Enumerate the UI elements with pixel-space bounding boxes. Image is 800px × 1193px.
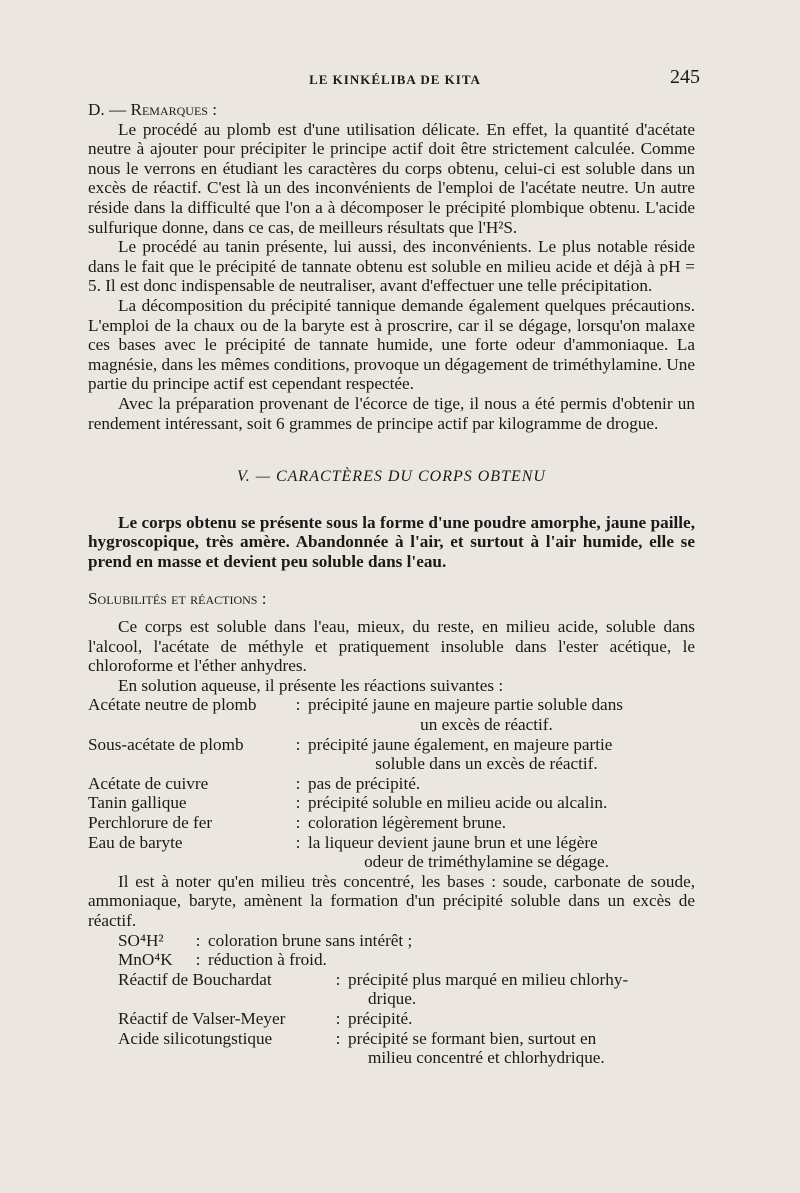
section-v-paragraph: Le corps obtenu se présente sous la forme d'une poudre amorphe, jaune paille, hygroscopique, très amère. Abandonnée à l'air, et surtout à l'air humide, elle se prend en masse et devient peu soluble dans l'eau.	[88, 512, 695, 571]
reaction-result-cont: drique.	[368, 989, 417, 1009]
page-header	[90, 66, 700, 90]
reagent-name: Acétate neutre de plomb	[88, 695, 257, 715]
reaction-result: précipité soluble en milieu acide ou alcalin.	[308, 793, 608, 813]
reaction-row: Réactif de Valser-Meyer : précipité.	[88, 1009, 695, 1029]
reaction-row: MnO⁴K : réduction à froid.	[88, 950, 695, 970]
reactions-list	[88, 695, 695, 871]
reaction-row: Sous-acétate de plomb : précipité jaune également, en majeure partie soluble dans un excès de réactif.	[88, 735, 695, 774]
reaction-result: précipité jaune également, en majeure partie	[308, 734, 613, 754]
reaction-result: coloration brune sans intérêt ;	[208, 930, 413, 950]
reagent-name: Perchlorure de fer	[88, 813, 213, 832]
reagent-name: Tanin gallique	[88, 793, 187, 813]
section-v-heading: V. — CARACTÈRES DU CORPS OBTENU	[237, 468, 546, 486]
reaction-result: précipité.	[348, 1008, 413, 1028]
reaction-row: SO⁴H² : coloration brune sans intérêt ;	[88, 931, 695, 951]
reaction-result: coloration légèrement brune.	[308, 813, 507, 832]
reaction-result-cont: soluble dans un excès de réactif.	[375, 754, 598, 774]
reaction-row: Acétate de cuivre : pas de précipité.	[88, 774, 695, 794]
reagent-name: Acétate de cuivre	[88, 773, 209, 793]
reaction-result-cont: un excès de réactif.	[420, 715, 553, 735]
reagent-name: Sous-acétate de plomb	[88, 734, 244, 754]
reaction-row: Acide silicotungstique : précipité se formant bien, surtout en milieu concentré et chlorhydrique.	[88, 1029, 695, 1068]
reaction-result: la liqueur devient jaune brun et une légère	[308, 832, 598, 852]
reaction-row: Tanin gallique : précipité soluble en milieu acide ou alcalin.	[88, 793, 695, 813]
remarques-paragraph-2: Le procédé au tanin présente, lui aussi, des inconvénients. Le plus notable réside dans le fait que le précipité de tannate obtenu est soluble en milieu acide et déjà à pH = 5. Il est donc indispensable de neutraliser, avant d'effectuer une telle précipitation.	[88, 237, 695, 296]
reaction-row: Perchlorure de fer : coloration légèrement brune.	[88, 813, 695, 833]
solubilites-paragraph: Ce corps est soluble dans l'eau, mieux, du reste, en milieu acide, soluble dans l'alcool, l'acétate de méthyle et pratiquement insoluble dans l'ester acétique, le chloroforme et l'éther anhydres.	[88, 617, 695, 676]
reaction-result-cont: milieu concentré et chlorhydrique.	[368, 1048, 605, 1068]
reagent-name: Eau de baryte	[88, 832, 183, 852]
reaction-result: précipité se formant bien, surtout en	[348, 1028, 597, 1048]
reagent-name: Réactif de Bouchardat	[118, 969, 272, 989]
reagent-name: SO⁴H²	[118, 930, 164, 950]
reaction-result: réduction à froid.	[208, 950, 327, 970]
reaction-result: précipité jaune en majeure partie soluble dans	[308, 695, 623, 715]
page-number: 245	[670, 66, 700, 88]
reaction-result: précipité plus marqué en milieu chlorhy-	[348, 969, 629, 989]
reagent-name: Réactif de Valser-Meyer	[118, 1008, 286, 1028]
solubilites-intro: En solution aqueuse, il présente les réactions suivantes :	[118, 675, 504, 695]
running-title: LE KINKÉLIBA DE KITA	[309, 72, 481, 87]
remarques-paragraph-4: Avec la préparation provenant de l'écorce de tige, il nous a été permis d'obtenir un rendement intéressant, soit 6 grammes de principe actif par kilogramme de drogue.	[88, 393, 695, 433]
remarques-label: D. — Remarques :	[88, 100, 218, 119]
reagent-name: MnO⁴K	[118, 950, 173, 970]
solubilites-label: Solubilités et réactions :	[88, 589, 267, 609]
reagent-name: Acide silicotungstique	[118, 1028, 273, 1048]
reaction-row: Eau de baryte : la liqueur devient jaune brun et une légère odeur de triméthylamine se dégage.	[88, 833, 695, 872]
reactions-list-2	[88, 931, 695, 1068]
reaction-row: Acétate neutre de plomb : précipité jaune en majeure partie soluble dans un excès de réactif.	[88, 695, 695, 734]
body-text	[88, 100, 695, 1068]
bases-paragraph: Il est à noter qu'en milieu très concentré, les bases : soude, carbonate de soude, ammoniaque, baryte, amènent la formation d'un précipité soluble dans un excès de réactif.	[88, 871, 695, 930]
remarques-paragraph-3: La décomposition du précipité tannique demande également quelques précautions. L'emploi de la chaux ou de la baryte est à proscrire, car il se dégage, lorsqu'on malaxe ces bases avec le précipité de tannate humide, une forte odeur d'ammoniaque. La magnésie, dans les mêmes conditions, provoque un dégagement de triméthylamine. Une partie du principe actif est cependant respectée.	[88, 295, 695, 394]
reaction-result: pas de précipité.	[308, 773, 421, 793]
reaction-row: Réactif de Bouchardat : précipité plus marqué en milieu chlorhy- drique.	[88, 970, 695, 1009]
reaction-result-cont: odeur de triméthylamine se dégage.	[364, 852, 609, 872]
remarques-paragraph-1: Le procédé au plomb est d'une utilisation délicate. En effet, la quantité d'acétate neutre à ajouter pour précipiter le principe actif doit être strictement calculée. Comme nous le verrons en étudiant les caractères du corps obtenu, celui-ci est soluble dans un excès de réactif. C'est là un des inconvénients de l'emploi de l'acétate neutre. Un autre réside dans la difficulté que l'on a à décomposer le précipité plombique obtenu. L'acide sulfurique donne, dans ce cas, de meilleurs résultats que l'H²S.	[88, 119, 695, 237]
